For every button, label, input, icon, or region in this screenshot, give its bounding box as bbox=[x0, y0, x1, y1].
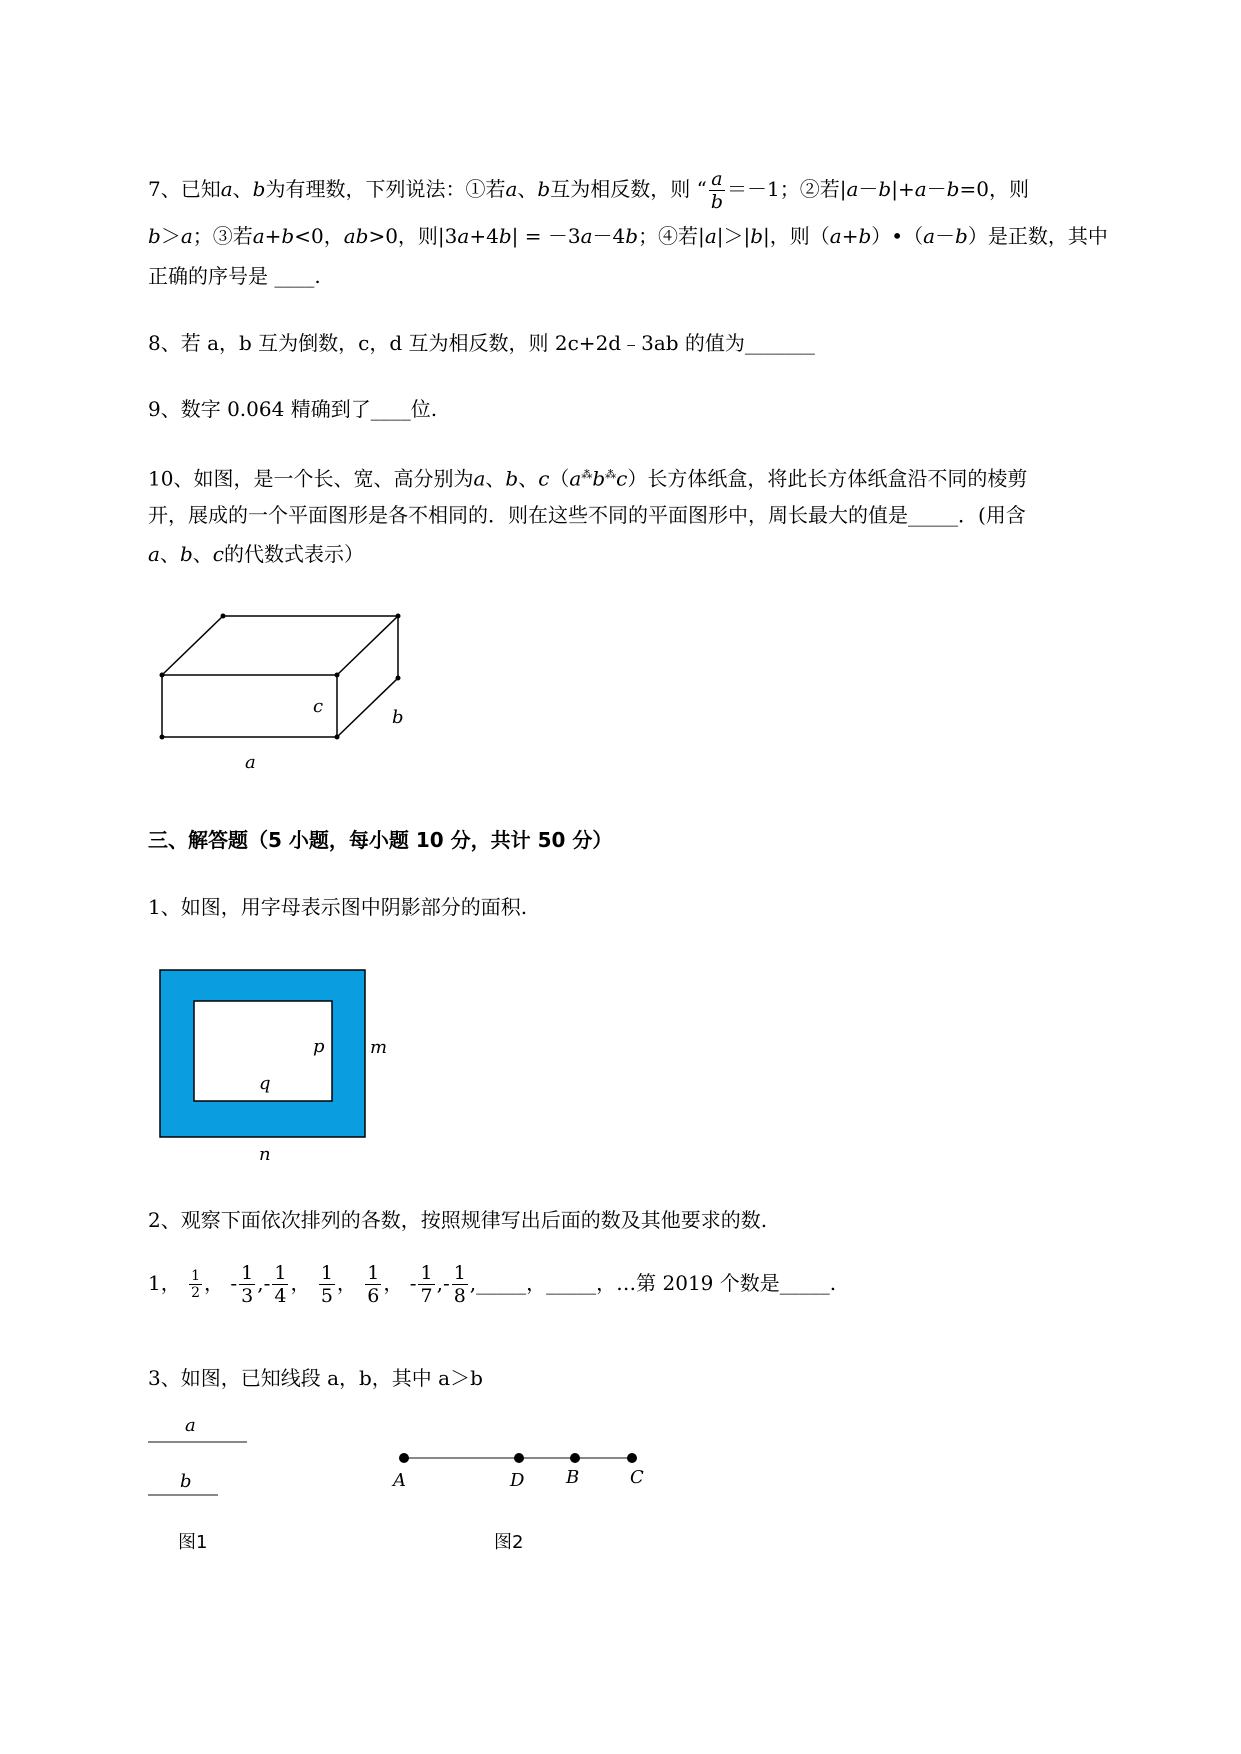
fraction-a-over-b: $\frac{a}{b}$ bbox=[710, 168, 723, 213]
question-9: 9、数字 0.064 精确到了____位. bbox=[148, 397, 438, 421]
point-a bbox=[399, 1453, 409, 1463]
question-8: 8、若 a，b 互为倒数，c，d 互为相反数，则 2c+2d﹣3ab 的值为_______ bbox=[148, 331, 815, 355]
box-figure bbox=[150, 605, 420, 775]
label-A: A bbox=[393, 1470, 406, 1491]
s1-question: 1、如图，用字母表示图中阴影部分的面积. bbox=[148, 895, 528, 919]
shaded-frame-figure bbox=[155, 965, 405, 1165]
q7-line3: 正确的序号是 ____. bbox=[148, 264, 321, 288]
label-seg-b: b bbox=[180, 1471, 192, 1492]
s3-question: 3、如图，已知线段 a，b，其中 a＞b bbox=[148, 1366, 483, 1390]
label-m: m bbox=[370, 1037, 388, 1058]
label-n: n bbox=[259, 1144, 271, 1165]
s2-question: 2、观察下面依次排列的各数，按照规律写出后面的数及其他要求的数. bbox=[148, 1208, 768, 1232]
label-p: p bbox=[313, 1036, 325, 1057]
q7-line1: 7、已知a、b为有理数，下列说法：①若a、b互为相反数，则 “ $\frac{a}{b}$ ＝－1；②若|a－b|+a－b=0，则 bbox=[148, 168, 1029, 213]
q7-line2: b＞a；③若a+b<0，ab>0，则|3a+4b| = －3a－4b；④若|a|＞|b|，则（a+b）•（a－b）是正数，其中 bbox=[148, 224, 1108, 248]
point-c bbox=[627, 1453, 637, 1463]
s2-sequence: 1， $\frac{1}{2}$ ， - $\frac{1}{3}$ ,- $\frac{1}{4}$ ， $\frac{1}{5}$ ， $\frac{1}{6}$ ， - $\frac{1}{7}$ ,- $\frac{1}{8}$ ,_____，_____，…第 2019 个数是_____. bbox=[148, 1262, 837, 1307]
box-front-face bbox=[162, 675, 337, 737]
q10-line2: 开，展成的一个平面图形是各不相同的．则在这些不同的平面图形中，周长最大的值是_____．(用含 bbox=[148, 503, 1026, 527]
point-b bbox=[570, 1453, 580, 1463]
label-B: B bbox=[566, 1467, 580, 1488]
figure-1-caption: 图1 bbox=[178, 1532, 208, 1553]
box-top-face bbox=[162, 616, 398, 675]
label-a: a bbox=[245, 752, 256, 773]
q10-line3: a、b、c的代数式表示） bbox=[148, 542, 364, 566]
section-3-heading: 三、解答题（5 小题，每小题 10 分，共计 50 分） bbox=[148, 828, 613, 852]
q10-line1: 10、如图，是一个长、宽、高分别为a、b、c（a⁂b⁂c）长方体纸盒，将此长方体纸盒沿不同的棱剪 bbox=[148, 466, 1028, 491]
segments-figure-2 bbox=[385, 1440, 665, 1570]
label-q: q bbox=[259, 1073, 271, 1094]
label-c: c bbox=[313, 696, 324, 717]
figure-2-caption: 图2 bbox=[494, 1532, 524, 1553]
label-seg-a: a bbox=[185, 1415, 196, 1436]
label-D: D bbox=[510, 1470, 525, 1491]
segments-figure-1 bbox=[140, 1415, 260, 1565]
label-b: b bbox=[392, 707, 404, 728]
label-C: C bbox=[630, 1467, 644, 1488]
point-d bbox=[514, 1453, 524, 1463]
box-side-face bbox=[337, 616, 398, 737]
